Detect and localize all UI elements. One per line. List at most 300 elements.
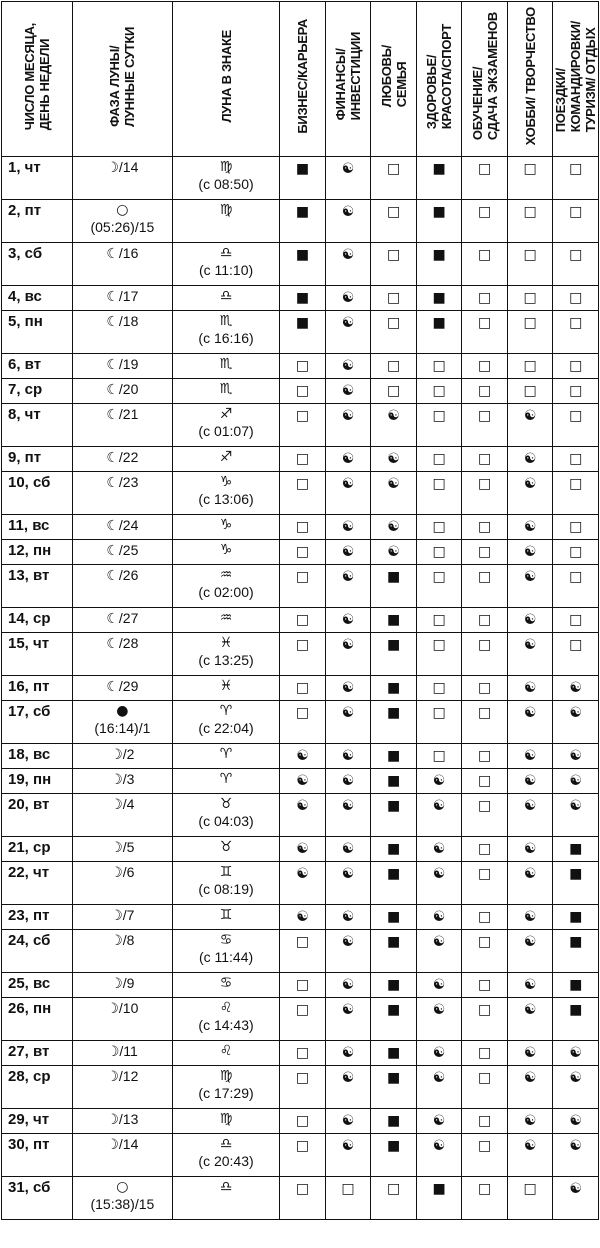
moon-phase-cell (72, 998, 172, 1041)
day-cell: 15, чт (2, 633, 73, 676)
filled-square-icon: ■ (386, 866, 401, 882)
travel-cell (553, 243, 599, 286)
finance-cell (325, 379, 371, 404)
filled-square-icon: ■ (386, 1002, 401, 1018)
zodiac-sign-icon: ♍ (219, 202, 233, 218)
health-cell (416, 565, 462, 608)
filled-square-icon: ■ (386, 1045, 401, 1061)
empty-square-icon: □ (477, 1002, 492, 1018)
day-cell: 4, вс (2, 286, 73, 311)
moon-sign-cell (172, 565, 279, 608)
table-row (2, 515, 599, 540)
yin-yang-icon: ☯ (523, 773, 537, 789)
empty-square-icon: □ (569, 383, 583, 399)
travel-cell (553, 998, 599, 1041)
lunar-day: /14 (118, 159, 139, 175)
empty-square-icon: □ (523, 161, 537, 177)
empty-square-icon: □ (432, 544, 446, 560)
zodiac-sign-icon: ♒ (219, 567, 233, 583)
yin-yang-icon: ☯ (523, 451, 537, 467)
empty-square-icon: □ (386, 247, 401, 263)
filled-square-icon: ■ (295, 315, 310, 331)
header-travel-label: ПОЕЗДКИ/ КОМАНДИРОВКИ/ ТУРИЗМ/ ОТДЫХ (553, 20, 599, 133)
yin-yang-icon: ☯ (387, 451, 400, 467)
yin-yang-icon: ☯ (341, 909, 355, 925)
finance-cell (325, 905, 371, 930)
day-cell: 8, чт (2, 404, 73, 447)
empty-square-icon: □ (569, 247, 583, 263)
business-cell (280, 998, 326, 1041)
yin-yang-icon: ☯ (523, 519, 537, 535)
day-cell: 9, пт (2, 447, 73, 472)
moon-sign-cell (172, 540, 279, 565)
travel-cell (553, 200, 599, 243)
empty-square-icon: □ (432, 408, 446, 424)
yin-yang-icon: ☯ (341, 866, 355, 882)
love-cell (371, 1177, 417, 1220)
moon-sign-cell (172, 676, 279, 701)
empty-square-icon: □ (386, 204, 401, 220)
filled-square-icon: ■ (386, 798, 401, 814)
empty-square-icon: □ (477, 1138, 492, 1154)
yin-yang-icon: ☯ (523, 977, 537, 993)
love-cell (371, 243, 417, 286)
table-row (2, 447, 599, 472)
zodiac-sign-icon: ♍ (219, 1111, 233, 1127)
moon-phase-detail (73, 219, 172, 236)
filled-square-icon: ■ (432, 290, 446, 306)
header-hobby-label: ХОББИ/ ТВОРЧЕСТВО (522, 7, 538, 146)
moon-phase-cell (72, 243, 172, 286)
yin-yang-icon: ☯ (523, 544, 537, 560)
empty-square-icon: □ (569, 451, 583, 467)
finance-cell (325, 540, 371, 565)
travel-cell (553, 565, 599, 608)
health-cell (416, 379, 462, 404)
moon-sign-cell (172, 1177, 279, 1220)
filled-square-icon: ■ (386, 748, 401, 764)
love-cell (371, 1066, 417, 1109)
day-cell: 6, вт (2, 354, 73, 379)
empty-square-icon: □ (295, 934, 310, 950)
yin-yang-icon: ☯ (341, 680, 355, 696)
moon-phase-line (73, 356, 172, 374)
table-row (2, 769, 599, 794)
moon-phase-icon: ○ (116, 202, 129, 218)
hobby-cell (507, 311, 553, 354)
yin-yang-icon: ☯ (341, 1113, 355, 1129)
yin-yang-icon: ☯ (523, 1070, 537, 1086)
moon-phase-line (73, 381, 172, 399)
health-cell (416, 676, 462, 701)
yin-yang-icon: ☯ (523, 909, 537, 925)
zodiac-sign-icon: ♎ (219, 245, 233, 261)
lunar-day: /14 (118, 1136, 139, 1152)
travel-cell (553, 286, 599, 311)
business-cell (280, 157, 326, 200)
business-cell (280, 515, 326, 540)
filled-square-icon: ■ (386, 680, 401, 696)
travel-cell (553, 515, 599, 540)
phase-time: (16:14) (94, 720, 139, 736)
moon-phase-line (73, 678, 172, 696)
travel-cell (553, 1134, 599, 1177)
moon-phase-line (73, 406, 172, 424)
love-cell (371, 998, 417, 1041)
business-cell (280, 1041, 326, 1066)
empty-square-icon: □ (477, 1113, 492, 1129)
yin-yang-icon: ☯ (341, 476, 355, 492)
lunar-day: /2 (122, 746, 135, 762)
hobby-cell (507, 769, 553, 794)
lunar-day: /5 (122, 839, 135, 855)
business-cell (280, 701, 326, 744)
love-cell (371, 404, 417, 447)
moon-phase-line (73, 610, 172, 628)
education-cell (462, 157, 508, 200)
moon-phase-cell (72, 769, 172, 794)
filled-square-icon: ■ (386, 773, 401, 789)
love-cell (371, 200, 417, 243)
empty-square-icon: □ (295, 1070, 310, 1086)
empty-square-icon: □ (477, 476, 492, 492)
education-cell (462, 633, 508, 676)
zodiac-sign-icon: ♒ (219, 610, 233, 626)
hobby-cell (507, 515, 553, 540)
zodiac-sign-icon: ♊ (219, 907, 233, 923)
zodiac-sign-icon: ♏ (219, 313, 233, 329)
filled-square-icon: ■ (569, 977, 583, 993)
lunar-day: /8 (122, 932, 135, 948)
filled-square-icon: ■ (386, 705, 401, 721)
business-cell (280, 243, 326, 286)
yin-yang-icon: ☯ (523, 1045, 537, 1061)
lunar-day: /12 (118, 1068, 139, 1084)
empty-square-icon: □ (477, 705, 492, 721)
empty-square-icon: □ (295, 383, 310, 399)
moon-phase-icon: ☾ (106, 357, 119, 373)
business-cell (280, 200, 326, 243)
empty-square-icon: □ (295, 705, 310, 721)
yin-yang-icon: ☯ (341, 290, 355, 306)
phase-time: (05:26) (90, 219, 135, 235)
yin-yang-icon: ☯ (432, 1045, 446, 1061)
health-cell (416, 1041, 462, 1066)
table-row (2, 243, 599, 286)
table-row (2, 998, 599, 1041)
header-business-label: БИЗНЕС/КАРЬЕРА (295, 19, 311, 134)
day-cell: 17, сб (2, 701, 73, 744)
empty-square-icon: □ (295, 977, 310, 993)
moon-sign-cell (172, 1109, 279, 1134)
moon-phase-icon: ☾ (106, 314, 119, 330)
empty-square-icon: □ (432, 476, 446, 492)
health-cell (416, 1109, 462, 1134)
empty-square-icon: □ (477, 773, 492, 789)
yin-yang-icon: ☯ (296, 773, 309, 789)
empty-square-icon: □ (432, 383, 446, 399)
zodiac-sign-icon: ♑ (219, 542, 233, 558)
filled-square-icon: ■ (386, 841, 401, 857)
empty-square-icon: □ (477, 358, 492, 374)
education-cell (462, 930, 508, 973)
business-cell (280, 354, 326, 379)
health-cell (416, 243, 462, 286)
empty-square-icon: □ (569, 569, 583, 585)
empty-square-icon: □ (295, 1002, 310, 1018)
empty-square-icon: □ (477, 315, 492, 331)
moon-phase-icon: ☾ (106, 568, 119, 584)
empty-square-icon: □ (432, 612, 446, 628)
table-row (2, 973, 599, 998)
lunar-day: /6 (122, 864, 135, 880)
education-cell (462, 794, 508, 837)
moon-phase-cell (72, 404, 172, 447)
filled-square-icon: ■ (432, 315, 446, 331)
empty-square-icon: □ (569, 637, 583, 653)
zodiac-sign-icon: ♑ (219, 474, 233, 490)
empty-square-icon: □ (295, 1181, 310, 1197)
header-moon-phase (72, 2, 172, 157)
empty-square-icon: □ (295, 451, 310, 467)
table-row (2, 200, 599, 243)
sign-change-time: (с 14:43) (198, 1017, 254, 1033)
empty-square-icon: □ (569, 544, 583, 560)
zodiac-sign-icon: ♑ (219, 517, 233, 533)
lunar-day: /11 (119, 1043, 138, 1059)
travel-cell (553, 157, 599, 200)
yin-yang-icon: ☯ (569, 773, 582, 789)
yin-yang-icon: ☯ (523, 1138, 537, 1154)
empty-square-icon: □ (295, 519, 310, 535)
yin-yang-icon: ☯ (432, 1113, 446, 1129)
empty-square-icon: □ (477, 247, 492, 263)
finance-cell (325, 404, 371, 447)
yin-yang-icon: ☯ (341, 1138, 355, 1154)
table-row (2, 744, 599, 769)
education-cell (462, 998, 508, 1041)
moon-sign-cell (172, 608, 279, 633)
yin-yang-icon: ☯ (341, 408, 355, 424)
filled-square-icon: ■ (386, 1113, 401, 1129)
health-cell (416, 200, 462, 243)
day-cell: 14, ср (2, 608, 73, 633)
moon-phase-line (73, 245, 172, 263)
empty-square-icon: □ (432, 519, 446, 535)
table-row (2, 1134, 599, 1177)
finance-cell (325, 862, 371, 905)
health-cell (416, 744, 462, 769)
love-cell (371, 744, 417, 769)
day-cell: 29, чт (2, 1109, 73, 1134)
empty-square-icon: □ (477, 1070, 492, 1086)
header-love (371, 2, 417, 157)
empty-square-icon: □ (432, 748, 446, 764)
travel-cell (553, 404, 599, 447)
business-cell (280, 1134, 326, 1177)
yin-yang-icon: ☯ (341, 383, 355, 399)
moon-sign-cell (172, 515, 279, 540)
moon-phase-line (73, 746, 172, 764)
header-hobby (507, 2, 553, 157)
education-cell (462, 311, 508, 354)
health-cell (416, 311, 462, 354)
travel-cell (553, 633, 599, 676)
finance-cell (325, 744, 371, 769)
moon-sign-cell (172, 973, 279, 998)
lunar-day: /1 (138, 720, 151, 736)
health-cell (416, 286, 462, 311)
empty-square-icon: □ (569, 315, 583, 331)
yin-yang-icon: ☯ (523, 1113, 537, 1129)
moon-phase-line (73, 517, 172, 535)
yin-yang-icon: ☯ (523, 569, 537, 585)
header-travel (553, 2, 599, 157)
moon-sign-cell (172, 157, 279, 200)
moon-phase-cell (72, 794, 172, 837)
love-cell (371, 447, 417, 472)
health-cell (416, 515, 462, 540)
empty-square-icon: □ (432, 680, 446, 696)
moon-phase-cell (72, 905, 172, 930)
phase-time: (15:38) (90, 1196, 135, 1212)
table-row (2, 701, 599, 744)
education-cell (462, 1041, 508, 1066)
moon-phase-icon: ☾ (106, 611, 119, 627)
empty-square-icon: □ (432, 451, 446, 467)
lunar-day: /15 (134, 219, 155, 235)
love-cell (371, 540, 417, 565)
education-cell (462, 1109, 508, 1134)
lunar-day: /29 (118, 678, 139, 694)
education-cell (462, 200, 508, 243)
education-cell (462, 676, 508, 701)
table-row (2, 905, 599, 930)
lunar-day: /16 (118, 245, 139, 261)
love-cell (371, 472, 417, 515)
health-cell (416, 1177, 462, 1220)
moon-phase-line (73, 907, 172, 925)
moon-phase-cell (72, 973, 172, 998)
yin-yang-icon: ☯ (569, 680, 582, 696)
yin-yang-icon: ☯ (432, 866, 446, 882)
business-cell (280, 676, 326, 701)
finance-cell (325, 1177, 371, 1220)
table-row (2, 794, 599, 837)
yin-yang-icon: ☯ (432, 841, 446, 857)
sign-change-time: (с 02:00) (198, 584, 254, 600)
empty-square-icon: □ (386, 315, 401, 331)
business-cell (280, 769, 326, 794)
header-day-label: ЧИСЛО МЕСЯЦА, ДЕНЬ НЕДЕЛИ (21, 22, 52, 131)
moon-sign-cell (172, 1134, 279, 1177)
health-cell (416, 862, 462, 905)
yin-yang-icon: ☯ (341, 451, 355, 467)
empty-square-icon: □ (295, 544, 310, 560)
moon-phase-line (73, 449, 172, 467)
lunar-day: /24 (118, 517, 139, 533)
education-cell (462, 379, 508, 404)
moon-phase-cell (72, 1177, 172, 1220)
business-cell (280, 905, 326, 930)
yin-yang-icon: ☯ (569, 1181, 582, 1197)
hobby-cell (507, 1134, 553, 1177)
yin-yang-icon: ☯ (432, 934, 446, 950)
moon-phase-icon: ☽ (106, 160, 119, 176)
header-education (462, 2, 508, 157)
empty-square-icon: □ (295, 408, 310, 424)
moon-phase-line (73, 1068, 172, 1086)
moon-phase-cell (72, 837, 172, 862)
moon-phase-line (73, 771, 172, 789)
table-row (2, 837, 599, 862)
table-row (2, 608, 599, 633)
sign-change-time: (с 17:29) (198, 1085, 254, 1101)
moon-sign-cell (172, 472, 279, 515)
yin-yang-icon: ☯ (341, 1002, 355, 1018)
filled-square-icon: ■ (386, 569, 401, 585)
travel-cell (553, 905, 599, 930)
moon-phase-cell (72, 701, 172, 744)
moon-sign-cell (172, 1041, 279, 1066)
yin-yang-icon: ☯ (569, 748, 582, 764)
zodiac-sign-icon: ♌ (219, 1043, 233, 1059)
business-cell (280, 472, 326, 515)
hobby-cell (507, 472, 553, 515)
travel-cell (553, 311, 599, 354)
yin-yang-icon: ☯ (432, 1002, 446, 1018)
moon-sign-cell (172, 794, 279, 837)
moon-phase-line (73, 796, 172, 814)
yin-yang-icon: ☯ (569, 1070, 582, 1086)
lunar-day: /13 (118, 1111, 139, 1127)
finance-cell (325, 1134, 371, 1177)
moon-sign-cell (172, 744, 279, 769)
moon-phase-icon: ☾ (106, 518, 119, 534)
education-cell (462, 540, 508, 565)
moon-phase-cell (72, 862, 172, 905)
moon-phase-line (73, 288, 172, 306)
empty-square-icon: □ (477, 569, 492, 585)
day-cell: 1, чт (2, 157, 73, 200)
empty-square-icon: □ (477, 909, 492, 925)
empty-square-icon: □ (295, 476, 310, 492)
empty-square-icon: □ (386, 1181, 401, 1197)
empty-square-icon: □ (432, 358, 446, 374)
love-cell (371, 354, 417, 379)
business-cell (280, 1066, 326, 1109)
moon-phase-cell (72, 744, 172, 769)
health-cell (416, 794, 462, 837)
yin-yang-icon: ☯ (432, 977, 446, 993)
yin-yang-icon: ☯ (341, 315, 355, 331)
business-cell (280, 1109, 326, 1134)
yin-yang-icon: ☯ (341, 161, 355, 177)
filled-square-icon: ■ (386, 612, 401, 628)
health-cell (416, 1134, 462, 1177)
travel-cell (553, 794, 599, 837)
yin-yang-icon: ☯ (387, 544, 400, 560)
moon-phase-cell (72, 1109, 172, 1134)
travel-cell (553, 608, 599, 633)
header-health (416, 2, 462, 157)
empty-square-icon: □ (477, 977, 492, 993)
yin-yang-icon: ☯ (432, 909, 446, 925)
yin-yang-icon: ☯ (341, 798, 355, 814)
calendar-body (2, 157, 599, 1220)
moon-sign-cell (172, 404, 279, 447)
lunar-day: /26 (118, 567, 139, 583)
